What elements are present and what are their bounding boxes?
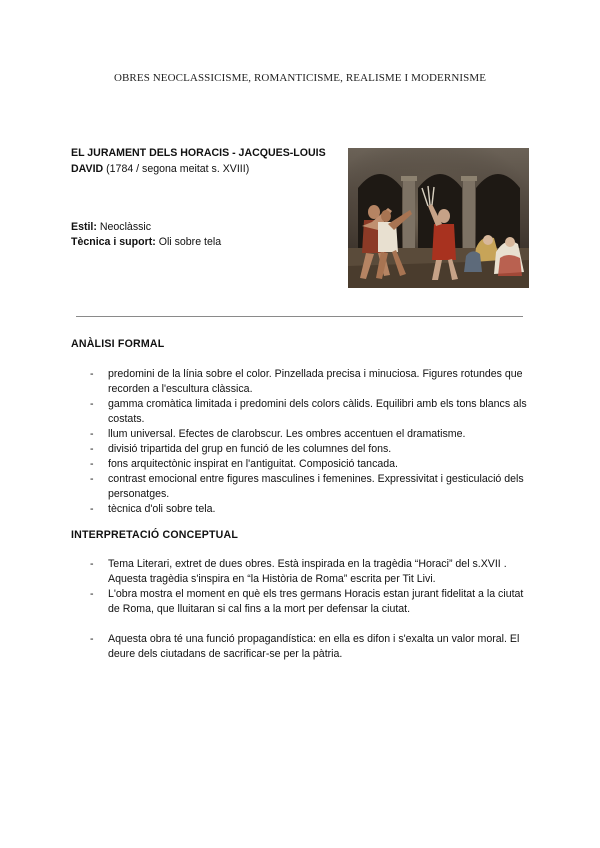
list-item: - Aquesta obra té una funció propagandística: en ella es difon i s'exalta un valor moral. El deure dels ciutadans de sacrificar-se per la pàtria. — [90, 632, 530, 662]
work-artist: DAVID — [71, 162, 104, 175]
technique-label: Tècnica i suport: — [71, 236, 156, 248]
style-value: Neoclàssic — [96, 221, 152, 233]
technique-value: Oli sobre tela — [155, 236, 222, 248]
document-title: OBRES NEOCLASSICISME, ROMANTICISME, REALISME I MODERNISME — [113, 72, 487, 84]
style-label: Estil: — [71, 221, 97, 233]
list-item: - L'obra mostra el moment en què els tres germans Horacis estan jurant fidelitat a la ciutat de Roma, que lluitaran si cal fins a la mort per defensar la ciutat. — [90, 587, 530, 617]
formal-analysis-list — [90, 367, 530, 517]
list-item: - divisió tripartida del grup en funció de les columnes del fons. — [90, 442, 530, 457]
list-item: - gamma cromàtica limitada i predomini dels colors càlids. Equilibri amb els tons blancs als costats. — [90, 397, 530, 427]
list-item: - contrast emocional entre figures masculines i femenines. Expressivitat i gesticulació dels personatges. — [90, 472, 530, 502]
work-date: (1784 / segona meitat s. XVIII) — [103, 162, 250, 175]
list-item: - fons arquitectònic inspirat en l'antiguitat. Composició tancada. — [90, 457, 530, 472]
painting-image — [348, 148, 529, 288]
list-item: - tècnica d'oli sobre tela. — [90, 502, 530, 517]
divider-line — [76, 316, 523, 317]
technique-line — [71, 235, 221, 250]
conceptual-title: INTERPRETACIÓ CONCEPTUAL — [71, 529, 239, 541]
list-item: - Tema Literari, extret de dues obres. Està inspirada en la tragèdia “Horaci” del s.XVII . Aquesta tragèdia s'inspira en “la Història de Roma” escrita per Tit Livi. — [90, 557, 530, 587]
oath-of-the-horatii-painting-icon — [348, 148, 529, 288]
work-title: EL JURAMENT DELS HORACIS - JACQUES-LOUIS — [71, 147, 326, 159]
conceptual-list — [90, 557, 530, 662]
work-heading — [71, 146, 343, 177]
list-item: - llum universal. Efectes de clarobscur. Les ombres accentuen el dramatisme. — [90, 427, 530, 442]
list-item: - predomini de la línia sobre el color. Pinzellada precisa i minuciosa. Figures rotundes que recorden a l'escultura clàssica. — [90, 367, 530, 397]
style-line — [71, 220, 151, 235]
formal-analysis-title: ANÀLISI FORMAL — [71, 338, 165, 350]
